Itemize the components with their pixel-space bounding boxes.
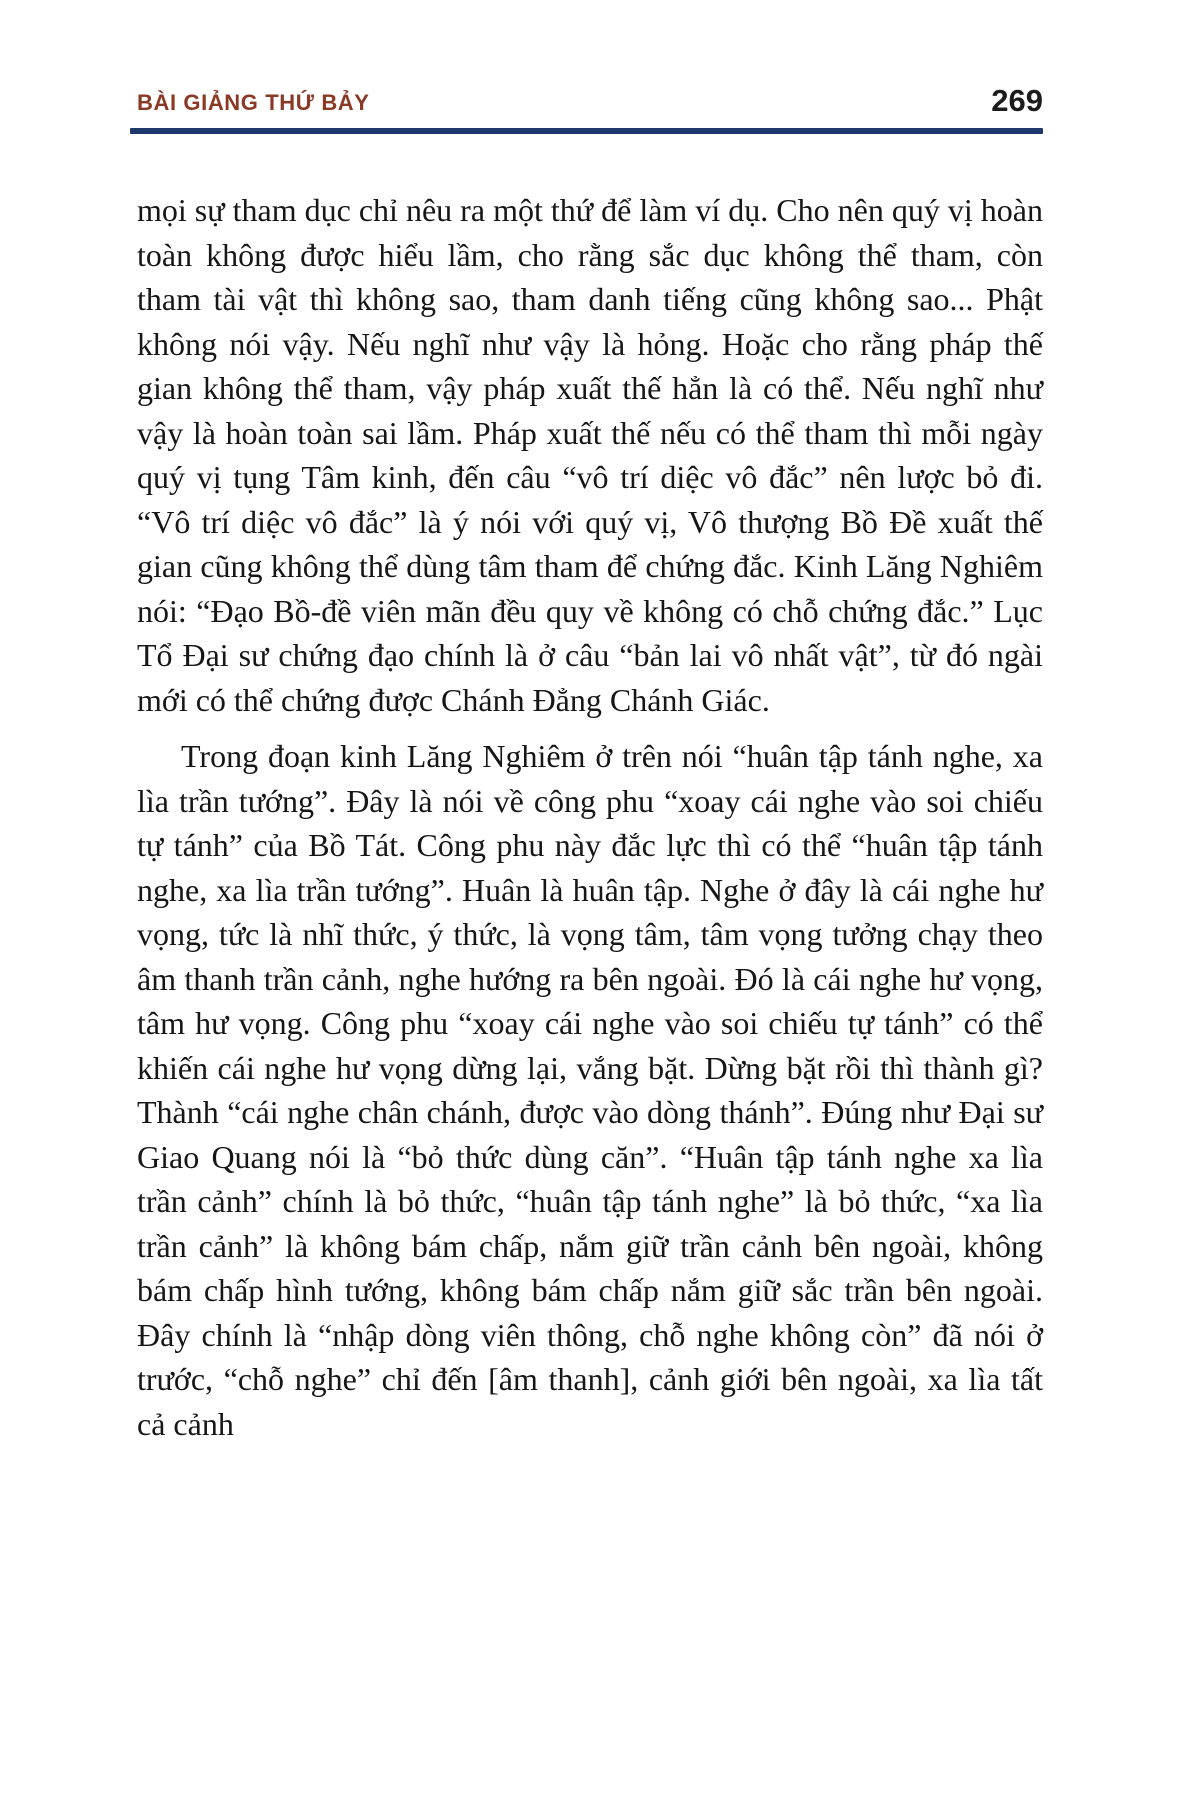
page-number: 269 — [991, 83, 1043, 118]
body-text-block — [137, 188, 1043, 1446]
running-header-title: BÀI GIẢNG THỨ BẢY — [137, 90, 370, 115]
header-divider-rule — [130, 128, 1043, 134]
paragraph: mọi sự tham dục chỉ nêu ra một thứ để làm ví dụ. Cho nên quý vị hoàn toàn không được hiểu lầm, cho rằng sắc dục không thể tham, còn tham tài vật thì không sao, tham danh tiếng cũng không sao... Phật không nói vậy. Nếu nghĩ như vậy là hỏng. Hoặc cho rằng pháp thế gian không thể tham, vậy pháp xuất thế hẳn là có thể. Nếu nghĩ như vậy là hoàn toàn sai lầm. Pháp xuất thế nếu có thể tham thì mỗi ngày quý vị tụng Tâm kinh, đến câu “vô trí diệc vô đắc” nên lược bỏ đi. “Vô trí diệc vô đắc” là ý nói với quý vị, Vô thượng Bồ Đề xuất thế gian cũng không thể dùng tâm tham để chứng đắc. Kinh Lăng Nghiêm nói: “Đạo Bồ-đề viên mãn đều quy về không có chỗ chứng đắc.” Lục Tổ Đại sư chứng đạo chính là ở câu “bản lai vô nhất vật”, từ đó ngài mới có thể chứng được Chánh Đẳng Chánh Giác. — [137, 192, 1043, 718]
paragraph: Trong đoạn kinh Lăng Nghiêm ở trên nói “huân tập tánh nghe, xa lìa trần tướng”. Đây là nói về công phu “xoay cái nghe vào soi chiếu tự tánh” của Bồ Tát. Công phu này đắc lực thì có thể “huân tập tánh nghe, xa lìa trần tướng”. Huân là huân tập. Nghe ở đây là cái nghe hư vọng, tức là nhĩ thức, ý thức, là vọng tâm, tâm vọng tưởng chạy theo âm thanh trần cảnh, nghe hướng ra bên ngoài. Đó là cái nghe hư vọng, tâm hư vọng. Công phu “xoay cái nghe vào soi chiếu tự tánh” có thể khiến cái nghe hư vọng dừng lại, vắng bặt. Dừng bặt rồi thì thành gì? Thành “cái nghe chân chánh, được vào dòng thánh”. Đúng như Đại sư Giao Quang nói là “bỏ thức dùng căn”. “Huân tập tánh nghe xa lìa trần cảnh” chính là bỏ thức, “huân tập tánh nghe” là bỏ thức, “xa lìa trần cảnh” là không bám chấp, nắm giữ trần cảnh bên ngoài, không bám chấp hình tướng, không bám chấp nắm giữ sắc trần bên ngoài. Đây chính là “nhập dòng viên thông, chỗ nghe không còn” đã nói ở trước, “chỗ nghe” chỉ đến [âm thanh], cảnh giới bên ngoài, xa lìa tất cả cảnh — [137, 738, 1043, 1442]
page-header — [137, 82, 1043, 116]
